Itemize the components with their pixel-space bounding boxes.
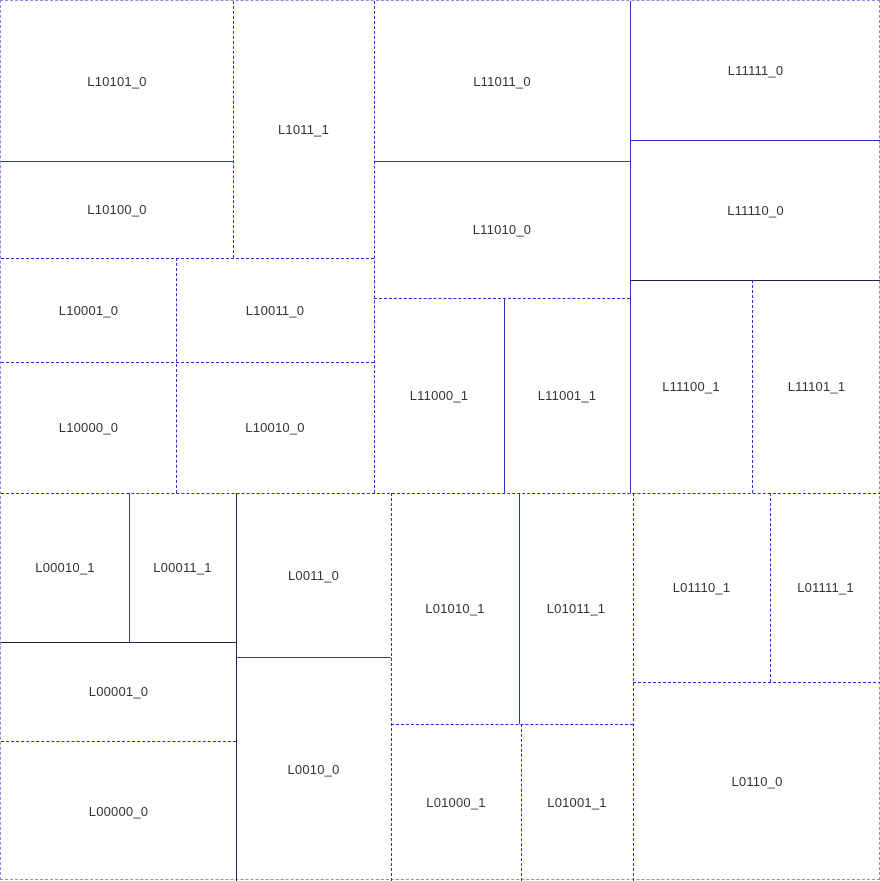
cell-L10000_0 bbox=[1, 362, 176, 493]
cell-L11000_1 bbox=[374, 298, 504, 493]
cell-label: L01011_1 bbox=[546, 601, 606, 616]
cell-label: L10100_0 bbox=[87, 202, 147, 217]
cell-label: L00010_1 bbox=[35, 560, 95, 575]
cell-label: L1011_1 bbox=[277, 122, 330, 137]
cell-label: L00011_1 bbox=[153, 560, 212, 575]
cell-L11010_0 bbox=[374, 161, 630, 298]
cell-L0010_0 bbox=[236, 657, 391, 881]
cell-L11001_1 bbox=[504, 298, 630, 493]
cell-label: L11001_1 bbox=[537, 388, 597, 403]
cell-L0011_0 bbox=[236, 493, 391, 657]
cell-L10011_0 bbox=[176, 258, 374, 362]
cell-L00000_0 bbox=[1, 741, 236, 881]
cell-L0110_0 bbox=[633, 682, 880, 881]
cell-label: L00000_0 bbox=[88, 803, 149, 819]
cell-L10100_0 bbox=[1, 161, 233, 258]
cell-L11100_1 bbox=[630, 280, 752, 493]
cell-L11110_0 bbox=[630, 140, 880, 280]
cell-label: L01001_1 bbox=[547, 795, 607, 810]
cell-label: L11011_0 bbox=[473, 73, 531, 89]
cell-label: L01010_1 bbox=[425, 601, 485, 616]
cell-label: L11100_1 bbox=[662, 379, 720, 394]
cell-L10001_0 bbox=[1, 258, 176, 362]
cell-label: L10001_0 bbox=[58, 302, 119, 318]
cell-L00010_1 bbox=[1, 493, 129, 642]
cell-L01110_1 bbox=[633, 493, 770, 682]
cell-label: L11110_0 bbox=[727, 202, 784, 218]
cell-label: L01000_1 bbox=[426, 795, 486, 810]
cell-L10101_0 bbox=[1, 1, 233, 161]
cell-label: L10010_0 bbox=[245, 420, 305, 435]
cell-L11011_0 bbox=[374, 1, 630, 161]
cell-L01010_1 bbox=[391, 493, 519, 724]
cell-L1011_1 bbox=[233, 1, 374, 258]
cell-L11111_0 bbox=[630, 1, 880, 140]
cell-L01111_1 bbox=[770, 493, 880, 682]
cell-L01001_1 bbox=[521, 724, 633, 881]
cell-L01000_1 bbox=[391, 724, 521, 881]
cell-L10010_0 bbox=[176, 362, 374, 493]
cell-label: L01111_1 bbox=[797, 580, 854, 595]
cell-label: L11101_1 bbox=[787, 379, 846, 394]
cell-label: L11010_0 bbox=[472, 222, 532, 237]
cell-label: L00001_0 bbox=[88, 684, 149, 699]
cell-label: L0110_0 bbox=[731, 774, 783, 789]
cell-L01011_1 bbox=[519, 493, 633, 724]
cell-label: L11111_0 bbox=[727, 63, 784, 78]
cell-label: L01110_1 bbox=[672, 580, 731, 595]
cell-L11101_1 bbox=[752, 280, 880, 493]
cell-label: L0011_0 bbox=[287, 567, 340, 583]
cell-label: L11000_1 bbox=[409, 388, 469, 403]
cell-label: L0010_0 bbox=[287, 761, 340, 777]
cell-label: L10011_0 bbox=[245, 302, 305, 318]
cell-L00001_0 bbox=[1, 642, 236, 741]
cell-label: L10101_0 bbox=[87, 73, 147, 89]
cell-label: L10000_0 bbox=[58, 420, 119, 435]
cell-L00011_1 bbox=[129, 493, 236, 642]
